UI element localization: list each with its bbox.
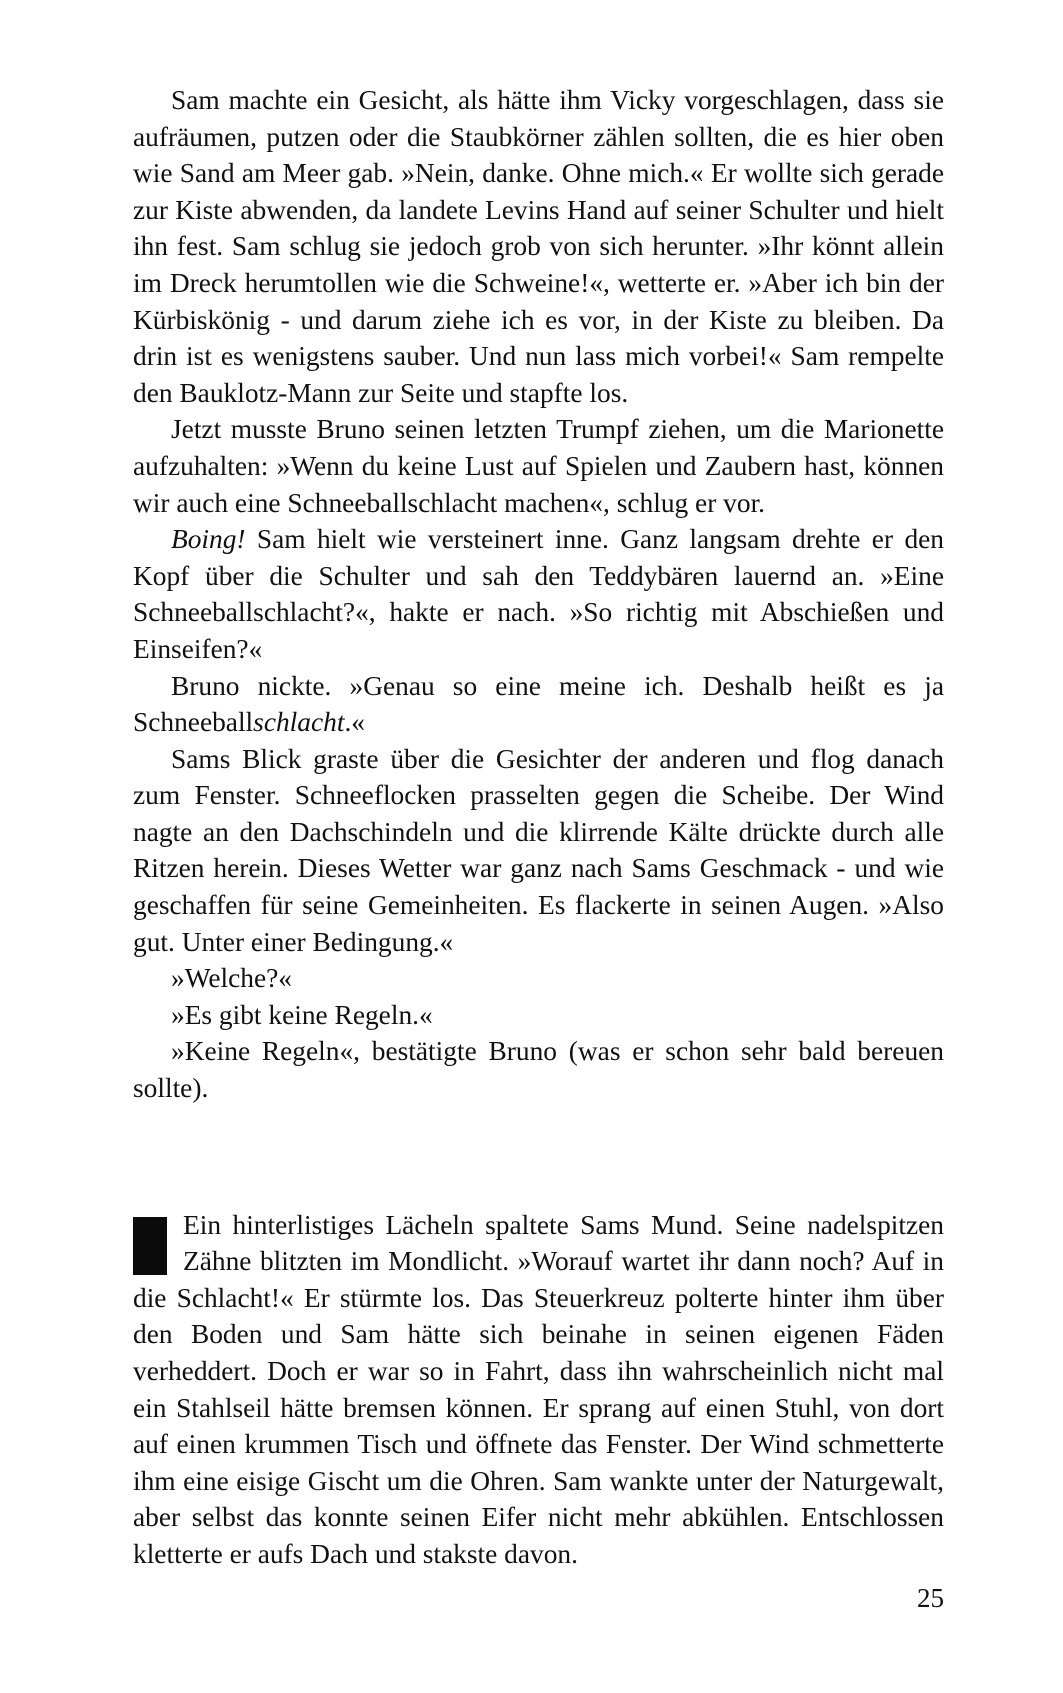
- section-break: [133, 1107, 944, 1207]
- paragraph: »Keine Regeln«, bestätigte Bruno (was er schon sehr bald bereuen sollte).: [133, 1036, 944, 1104]
- section-marker-block: [133, 1217, 167, 1275]
- section-two: [133, 1207, 944, 1573]
- italic-word: Boing!: [171, 524, 246, 555]
- page-number: 25: [917, 1583, 944, 1613]
- paragraph: »Es gibt keine Regeln.«: [171, 999, 433, 1030]
- paragraph-text: Sam hielt wie versteinert inne. Ganz langsam drehte er den Kopf über die Schulter und sah den Teddybären lauernd an. »Eine Schneeballschlacht?«, hakte er nach. »So richtig mit Abschießen und Einseifen?«: [133, 524, 944, 664]
- italic-word: schlacht: [253, 707, 345, 738]
- page-body: [133, 82, 944, 1573]
- paragraph: »Welche?«: [171, 963, 292, 994]
- paragraph: [133, 521, 944, 667]
- paragraph: Jetzt musste Bruno seinen letzten Trumpf ziehen, um die Marionette aufzuhalten: »Wenn du keine Lust auf Spielen und Zaubern hast, können wir auch eine Schneeballschlacht machen«, schlug er vor.: [133, 414, 944, 518]
- paragraph: Sam machte ein Gesicht, als hätte ihm Vicky vorgeschlagen, dass sie aufräumen, putzen oder die Staubkörner zählen sollten, die es hier oben wie Sand am Meer gab. »Nein, danke. Ohne mich.« Er wollte sich gerade zur Kiste abwenden, da landete Levins Hand auf seiner Schulter und hielt ihn fest. Sam schlug sie jedoch grob von sich herunter. »Ihr könnt allein im Dreck herumtollen wie die Schweine!«, wetterte er. »Aber ich bin der Kürbiskönig - und darum ziehe ich es vor, in der Kiste zu bleiben. Da drin ist es wenigstens sauber. Und nun lass mich vorbei!« Sam rempelte den Bauklotz-Mann zur Seite und stapfte los.: [133, 85, 944, 408]
- paragraph: [133, 668, 944, 741]
- paragraph-text: Bruno nickte. »Genau so eine meine ich. Deshalb heißt es ja Schneeball: [133, 670, 944, 738]
- paragraph: Ein hinterlistiges Lächeln spaltete Sams Mund. Seine nadelspitzen Zähne blitzten im Mondlicht. »Worauf wartet ihr dann noch? Auf in die Schlacht!« Er stürmte los. Das Steuerkreuz polterte hinter ihm über den Boden und Sam hätte sich beinahe in seinen eigenen Fäden verheddert. Doch er war so in Fahrt, dass ihn wahrscheinlich nicht mal ein Stahlseil hätte bremsen können. Er sprang auf einen Stuhl, von dort auf einen krummen Tisch und öffnete das Fenster. Der Wind schmetterte ihm eine eisige Gischt um die Ohren. Sam wankte unter der Naturgewalt, aber selbst das konnte seinen Eifer nicht mehr abkühlen. Entschlossen kletterte er aufs Dach und stakste davon.: [133, 1209, 944, 1569]
- paragraph: Sams Blick graste über die Gesichter der anderen und flog danach zum Fenster. Schneeflocken prasselten gegen die Scheibe. Der Wind nagte an den Dachschindeln und die klirrende Kälte drückte durch alle Ritzen herein. Dieses Wetter war ganz nach Sams Geschmack - und wie geschaffen für seine Gemeinheiten. Es flackerte in seinen Augen. »Also gut. Unter einer Bedingung.«: [133, 743, 944, 957]
- paragraph-text: .«: [344, 707, 365, 738]
